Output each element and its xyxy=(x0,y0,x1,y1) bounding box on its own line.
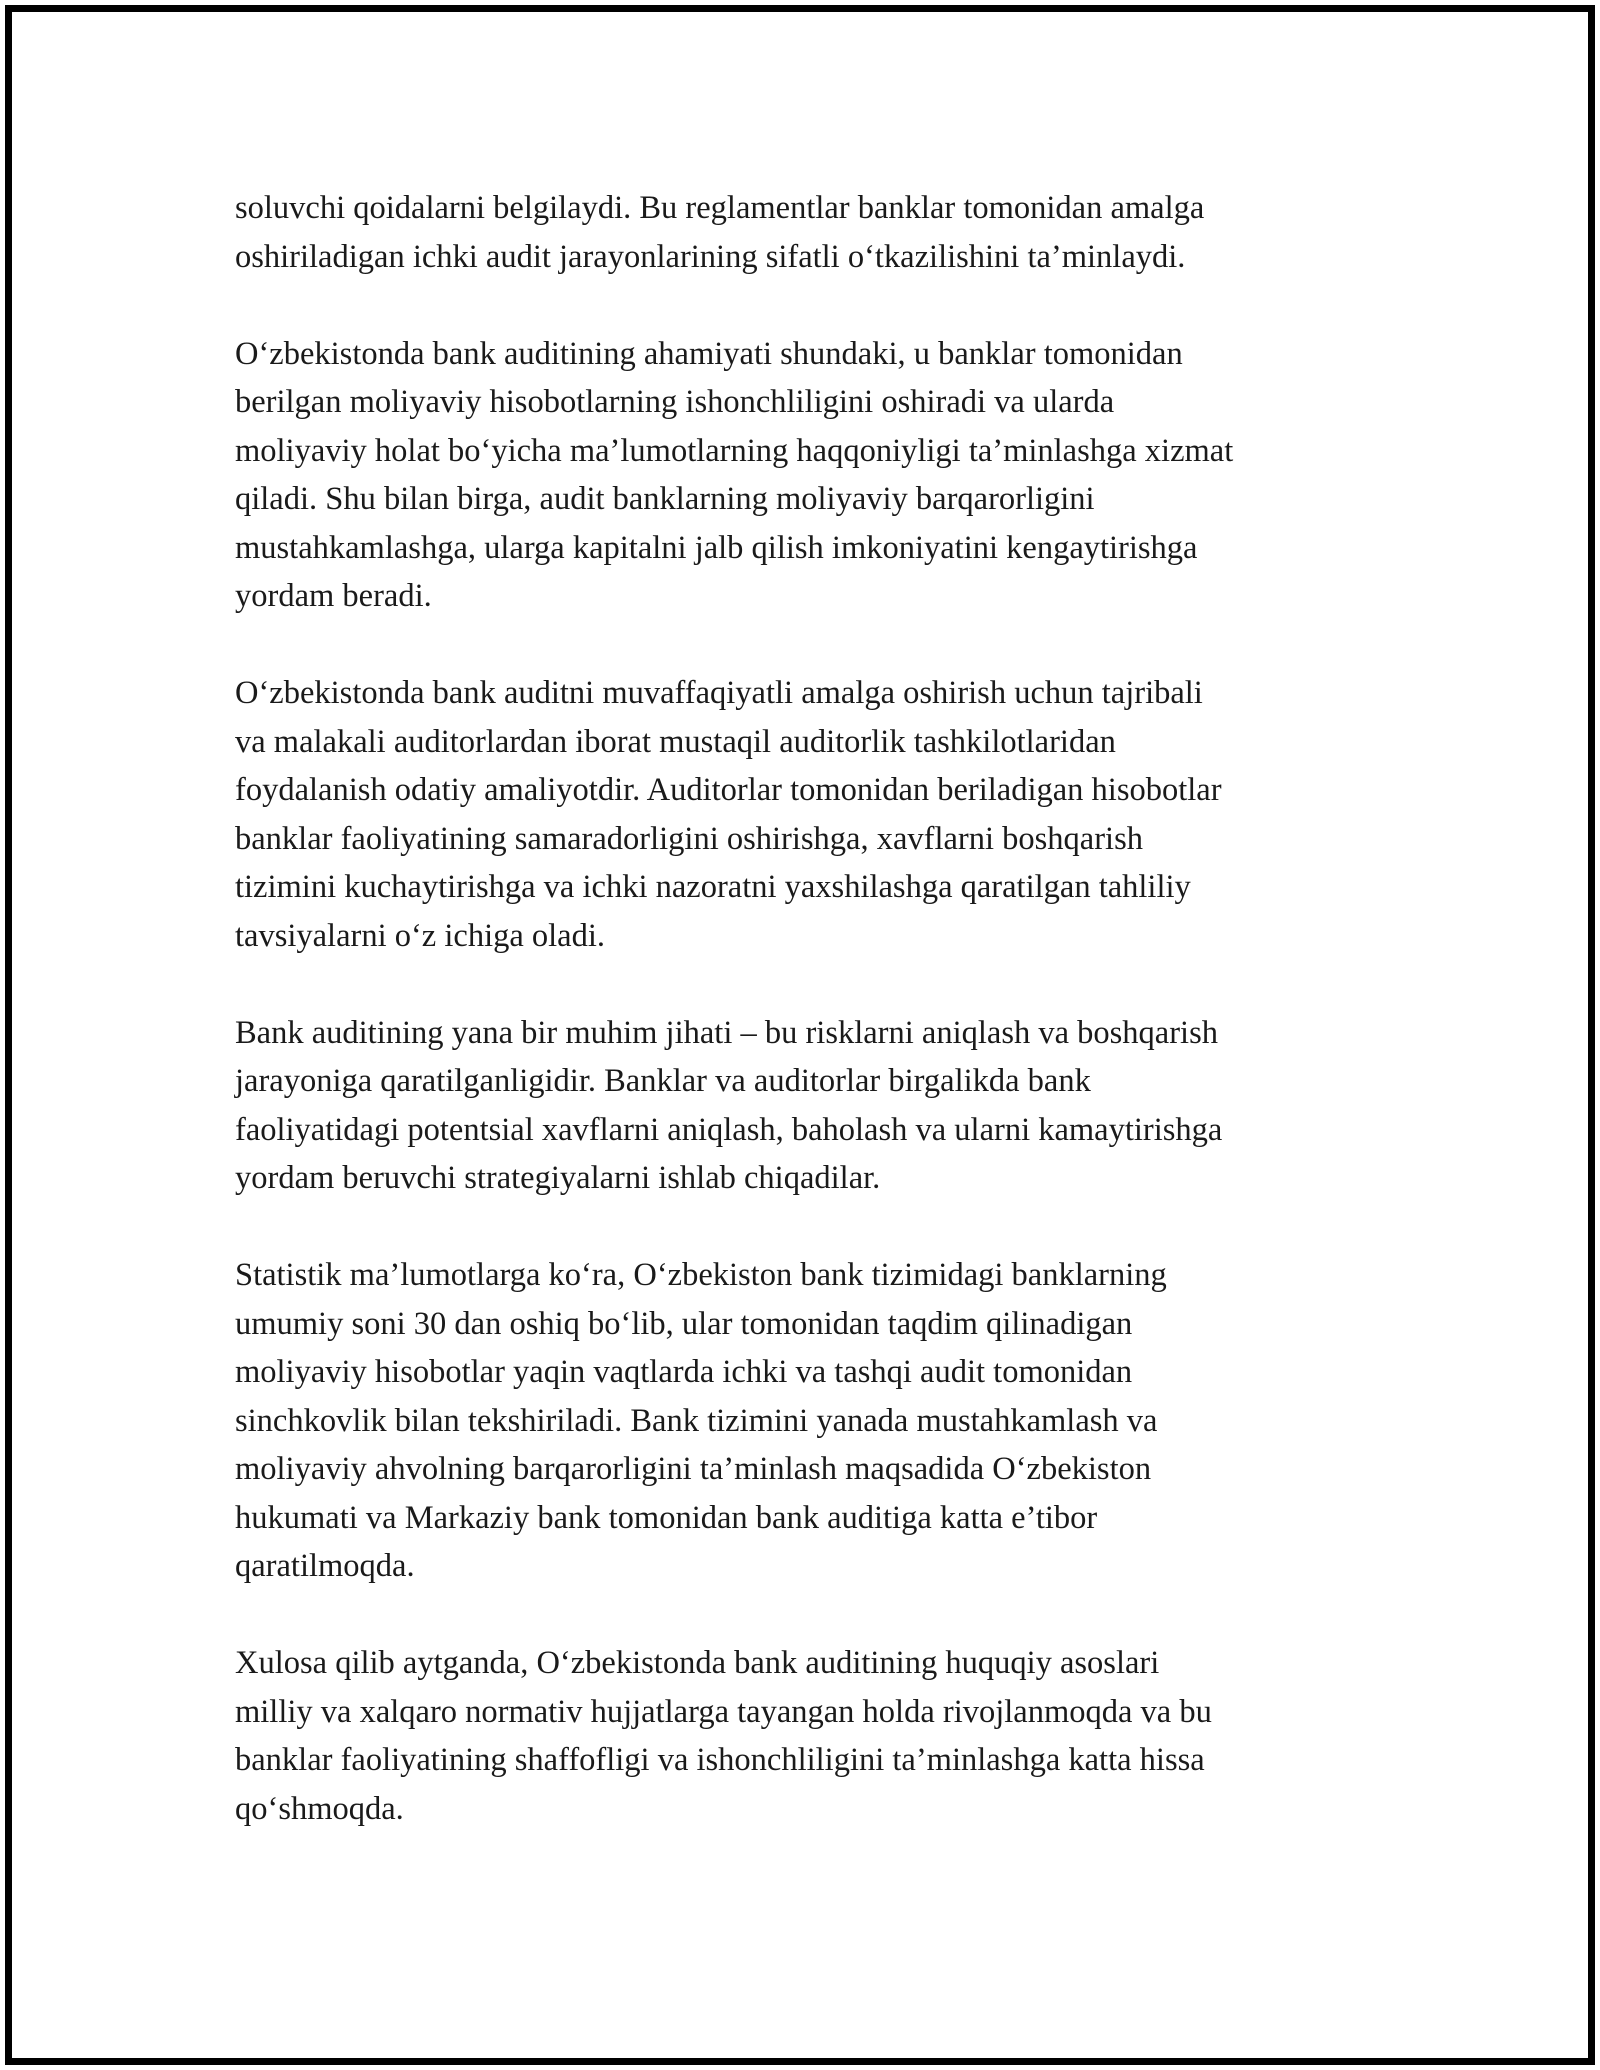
paragraph-6: Xulosa qilib aytganda, O‘zbekistonda bank auditining huquqiy asoslari milliy va xalqaro normativ hujjatlarga tayangan holda rivojlanmoqda va bu banklar faoliyatining shaffofligi va ishonchliligini ta’minlashga katta hissa qo‘shmoqda. xyxy=(235,1645,1212,1827)
paragraph-3: O‘zbekistonda bank auditni muvaffaqiyatli amalga oshirish uchun tajribali va malakali auditorlardan iborat mustaqil auditorlik tashkilotlaridan foydalanish odatiy amaliyotdir. Auditorlar tomonidan beriladigan hisobotlar banklar faoliyatining samaradorligini oshirishga, xavflarni boshqarish tizimini kuchaytirishga va ichki nazoratni yaxshilashga qaratilgan tahliliy tavsiyalarni o‘z ichiga oladi. xyxy=(235,675,1222,954)
paragraph-2: O‘zbekistonda bank auditining ahamiyati shundaki, u banklar tomonidan berilgan moliyaviy hisobotlarning ishonchliligini oshiradi va ularda moliyaviy holat bo‘yicha ma’lumotlarning haqqoniyligi ta’minlashga xizmat qiladi. Shu bilan birga, audit banklarning moliyaviy barqarorligini mustahkamlashga, ularga kapitalni jalb qilish imkoniyatini kengaytirishga yordam beradi. xyxy=(235,335,1234,614)
paragraph-4: Bank auditining yana bir muhim jihati – bu risklarni aniqlash va boshqarish jarayoniga qaratilganligidir. Banklar va auditorlar birgalikda bank faoliyatidagi potentsial xavflarni aniqlash, baholash va ularni kamaytirishga yordam beruvchi strategiyalarni ishlab chiqadilar. xyxy=(235,1014,1223,1196)
paragraph-1: soluvchi qoidalarni belgilaydi. Bu reglamentlar banklar tomonidan amalga oshiriladigan ichki audit jarayonlarining sifatli o‘tkazilishini ta’minlaydi. xyxy=(235,190,1205,275)
paragraph-5: Statistik ma’lumotlarga ko‘ra, O‘zbekiston bank tizimidagi banklarning umumiy soni 30 dan oshiq bo‘lib, ular tomonidan taqdim qilinadigan moliyaviy hisobotlar yaqin vaqtlarda ichki va tashqi audit tomonidan sinchkovlik bilan tekshiriladi. Bank tizimini yanada mustahkamlash va moliyaviy ahvolning barqarorligini ta’minlash maqsadida O‘zbekiston hukumati va Markaziy bank tomonidan bank auditiga katta e’tibor qaratilmoqda. xyxy=(235,1257,1167,1584)
document-body xyxy=(235,184,1375,1833)
